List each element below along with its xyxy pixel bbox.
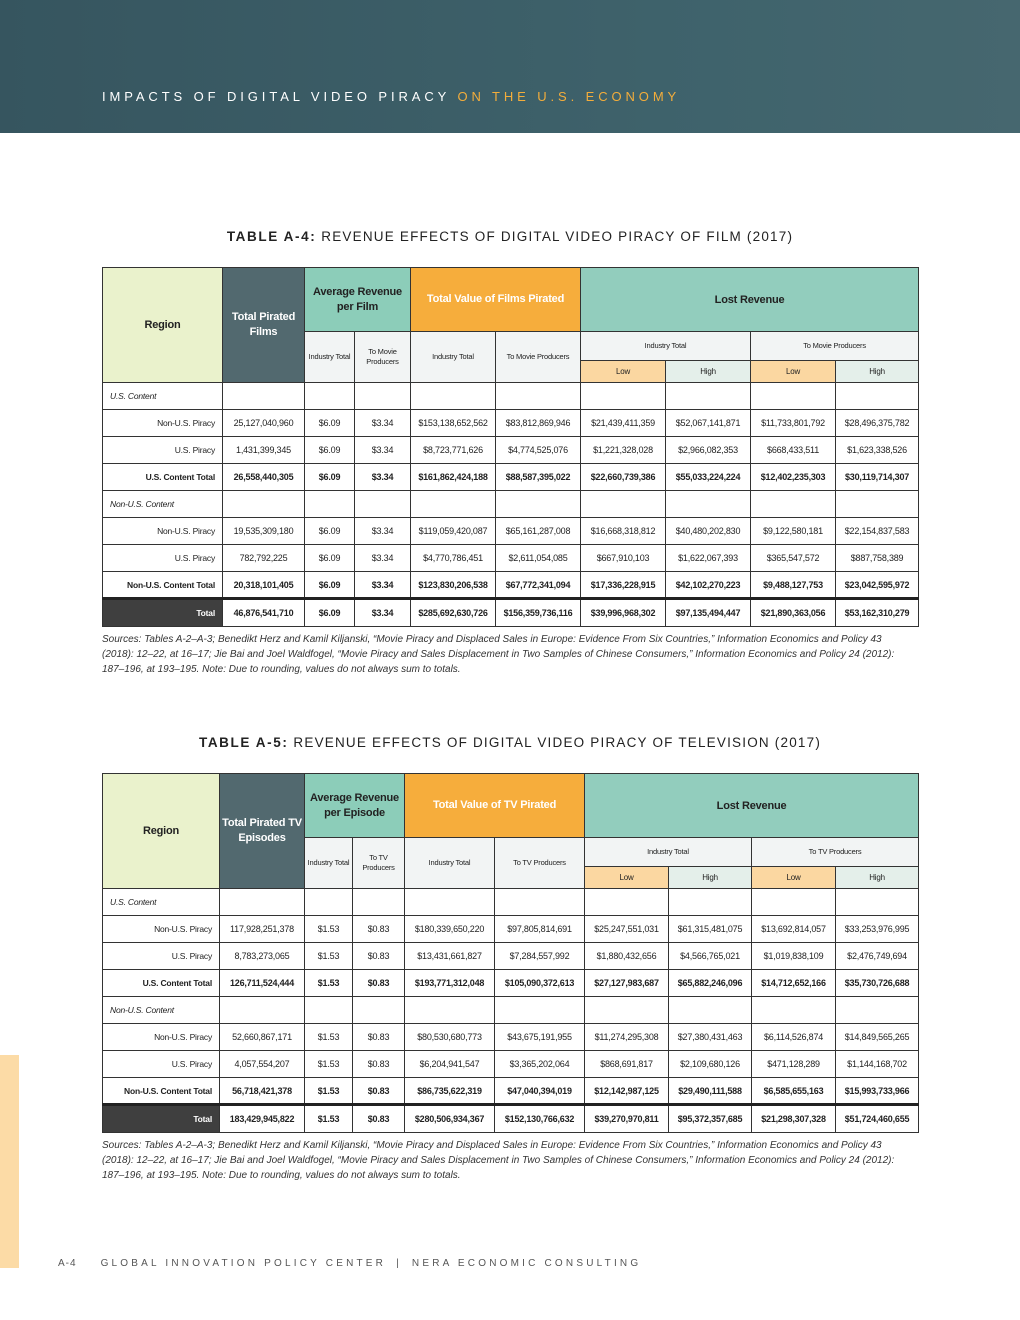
- header-lost-revenue: Lost Revenue: [581, 268, 919, 332]
- row-label: Total: [103, 1105, 220, 1133]
- table-cell: $0.83: [353, 1051, 405, 1078]
- table-cell: $3,365,202,064: [495, 1051, 585, 1078]
- table-cell: $1.53: [305, 916, 353, 943]
- row-label: U.S. Piracy: [103, 1051, 220, 1078]
- header-lost-industry: Industry Total: [581, 332, 751, 361]
- table-cell: $52,067,141,871: [666, 410, 751, 437]
- table-a5-label: TABLE A-5:: [198, 735, 289, 750]
- table-a4-label: TABLE A-4:: [226, 229, 317, 244]
- table-a5-title-text: REVENUE EFFECTS OF DIGITAL VIDEO PIRACY OF TELEVISION (2017): [288, 735, 822, 750]
- header-value-producers: To TV Producers: [495, 838, 585, 889]
- table-cell: $28,496,375,782: [836, 410, 919, 437]
- table-cell: $12,142,987,125: [585, 1078, 669, 1105]
- table-cell: $4,566,765,021: [669, 943, 752, 970]
- table-cell: $13,431,661,827: [405, 943, 495, 970]
- table-cell: $17,336,228,915: [581, 572, 666, 599]
- table-cell: $12,402,235,303: [751, 464, 836, 491]
- table-cell: $61,315,481,075: [669, 916, 752, 943]
- table-cell: 1,431,399,345: [223, 437, 305, 464]
- row-label: Non-U.S. Piracy: [103, 1024, 220, 1051]
- table-row: [103, 518, 919, 545]
- table-cell: $97,805,814,691: [495, 916, 585, 943]
- table-cell: $22,154,837,583: [836, 518, 919, 545]
- table-cell: $43,675,191,955: [495, 1024, 585, 1051]
- table-row: [103, 437, 919, 464]
- section-row: [103, 383, 919, 410]
- table-row-total: [103, 599, 919, 627]
- header-avg-industry: Industry Total: [305, 838, 353, 889]
- header-lost-producers: To Movie Producers: [751, 332, 919, 361]
- table-row-total: [103, 1105, 919, 1133]
- header-total-pirated: Total Pirated TV Episodes: [220, 774, 305, 889]
- table-cell: $13,692,814,057: [752, 916, 836, 943]
- row-label: U.S. Content Total: [103, 464, 223, 491]
- table-cell: $21,439,411,359: [581, 410, 666, 437]
- table-cell: $3.34: [355, 464, 411, 491]
- header-high: High: [666, 361, 751, 383]
- table-cell: $1,880,432,656: [585, 943, 669, 970]
- header-total-value: Total Value of TV Pirated: [405, 774, 585, 838]
- table-cell: $193,771,312,048: [405, 970, 495, 997]
- table-a4-sources: Sources: Tables A-2–A-3; Benedikt Herz and Kamil Kiljanski, “Movie Piracy and Displaced Sales in Europe: Evidence From Six Countries,” Information Economics and Policy 43 (2018): 12–22, at 16–17; Jie Bai and Joel Waldfogel, “Movie Piracy and Sales Displacement in Two Samples of Chinese Consumers,” Information Economics and Policy 24 (2012): 187–196, at 193–195. Note: Due to rounding, values do not always sum to totals.: [102, 634, 895, 675]
- header-avg-producers: To Movie Producers: [355, 332, 411, 383]
- header-average-revenue: Average Revenue per Episode: [305, 774, 405, 838]
- table-cell: $105,090,372,613: [495, 970, 585, 997]
- table-row: [103, 1051, 919, 1078]
- table-cell: $1,144,168,702: [836, 1051, 919, 1078]
- side-accent-bar: [0, 1055, 19, 1268]
- table-a5: [102, 773, 919, 1133]
- table-cell: $21,890,363,056: [751, 599, 836, 627]
- table-cell: $6.09: [305, 572, 355, 599]
- table-cell: $0.83: [353, 943, 405, 970]
- section-us-content: U.S. Content: [103, 383, 223, 410]
- table-cell: $33,253,976,995: [836, 916, 919, 943]
- table-cell: $667,910,103: [581, 545, 666, 572]
- table-cell: $6,204,941,547: [405, 1051, 495, 1078]
- header-banner: [0, 0, 1020, 133]
- section-row: [103, 997, 919, 1024]
- table-cell: $1.53: [305, 1105, 353, 1133]
- table-cell: $14,849,565,265: [836, 1024, 919, 1051]
- table-a4: [102, 267, 919, 627]
- table-cell: $16,668,318,812: [581, 518, 666, 545]
- table-cell: 126,711,524,444: [220, 970, 305, 997]
- table-cell: $23,042,595,972: [836, 572, 919, 599]
- table-cell: $15,993,733,966: [836, 1078, 919, 1105]
- table-cell: $6.09: [305, 410, 355, 437]
- header-low: Low: [751, 361, 836, 383]
- table-cell: 26,558,440,305: [223, 464, 305, 491]
- table-cell: 19,535,309,180: [223, 518, 305, 545]
- table-cell: $365,547,572: [751, 545, 836, 572]
- row-label: Non-U.S. Piracy: [103, 518, 223, 545]
- table-cell: $1.53: [305, 1024, 353, 1051]
- table-cell: 183,429,945,822: [220, 1105, 305, 1133]
- table-row-subtotal: [103, 1078, 919, 1105]
- table-cell: $1,221,328,028: [581, 437, 666, 464]
- table-a4-title-text: REVENUE EFFECTS OF DIGITAL VIDEO PIRACY OF FILM (2017): [316, 229, 794, 244]
- page-number: A-4: [58, 1258, 77, 1269]
- table-row-subtotal: [103, 572, 919, 599]
- row-label: Non-U.S. Content Total: [103, 1078, 220, 1105]
- table-cell: 56,718,421,378: [220, 1078, 305, 1105]
- table-cell: $55,033,224,224: [666, 464, 751, 491]
- table-cell: 20,318,101,405: [223, 572, 305, 599]
- table-cell: $1,019,838,109: [752, 943, 836, 970]
- table-cell: $161,862,424,188: [411, 464, 496, 491]
- table-cell: $6,114,526,874: [752, 1024, 836, 1051]
- row-label: U.S. Piracy: [103, 943, 220, 970]
- table-cell: $123,830,206,538: [411, 572, 496, 599]
- table-cell: $35,730,726,688: [836, 970, 919, 997]
- table-cell: 8,783,273,065: [220, 943, 305, 970]
- table-cell: $280,506,934,367: [405, 1105, 495, 1133]
- header-region: Region: [103, 774, 220, 889]
- table-cell: $0.83: [353, 970, 405, 997]
- table-cell: 25,127,040,960: [223, 410, 305, 437]
- header-region: Region: [103, 268, 223, 383]
- table-a4-title: [0, 229, 1020, 244]
- row-label: Non-U.S. Piracy: [103, 916, 220, 943]
- table-row: [103, 1024, 919, 1051]
- table-a5-sources: Sources: Tables A-2–A-3; Benedikt Herz and Kamil Kiljanski, “Movie Piracy and Displaced Sales in Europe: Evidence From Six Countries,” Information Economics and Policy 43 (2018): 12–22, at 16–17; Jie Bai and Joel Waldfogel, “Movie Piracy and Sales Displacement in Two Samples of Chinese Consumers,” Information Economics and Policy 24 (2012): 187–196, at 193–195. Note: Due to rounding, values do not always sum to totals.: [102, 1140, 895, 1181]
- table-cell: $285,692,630,726: [411, 599, 496, 627]
- table-row: [103, 943, 919, 970]
- table-cell: $39,996,968,302: [581, 599, 666, 627]
- table-cell: $0.83: [353, 1078, 405, 1105]
- table-cell: $152,130,766,632: [495, 1105, 585, 1133]
- table-cell: $1.53: [305, 1078, 353, 1105]
- table-cell: $27,127,983,687: [585, 970, 669, 997]
- table-cell: $6.09: [305, 518, 355, 545]
- table-cell: $22,660,739,386: [581, 464, 666, 491]
- table-cell: $14,712,652,166: [752, 970, 836, 997]
- table-cell: $11,733,801,792: [751, 410, 836, 437]
- table-cell: 117,928,251,378: [220, 916, 305, 943]
- table-cell: $42,102,270,223: [666, 572, 751, 599]
- table-cell: 52,660,867,171: [220, 1024, 305, 1051]
- table-cell: $1,623,338,526: [836, 437, 919, 464]
- table-cell: $153,138,652,562: [411, 410, 496, 437]
- table-a5-title: [0, 735, 1020, 750]
- header-low: Low: [585, 867, 669, 889]
- page-header-title: [102, 89, 680, 104]
- table-cell: $67,772,341,094: [496, 572, 581, 599]
- table-cell: $2,476,749,694: [836, 943, 919, 970]
- header-title-highlight: ON THE U.S. ECONOMY: [457, 89, 681, 104]
- table-cell: $25,247,551,031: [585, 916, 669, 943]
- row-label: U.S. Piracy: [103, 545, 223, 572]
- header-total-value: Total Value of Films Pirated: [411, 268, 581, 332]
- table-cell: $47,040,394,019: [495, 1078, 585, 1105]
- header-lost-producers: To TV Producers: [752, 838, 919, 867]
- table-row: [103, 410, 919, 437]
- table-cell: $1,622,067,393: [666, 545, 751, 572]
- table-cell: $65,161,287,008: [496, 518, 581, 545]
- header-high: High: [836, 867, 919, 889]
- table-cell: $0.83: [353, 1105, 405, 1133]
- table-cell: $27,380,431,463: [669, 1024, 752, 1051]
- header-total-pirated: Total Pirated Films: [223, 268, 305, 383]
- table-cell: $83,812,869,946: [496, 410, 581, 437]
- table-cell: $39,270,970,811: [585, 1105, 669, 1133]
- table-row: [103, 916, 919, 943]
- header-high: High: [836, 361, 919, 383]
- table-cell: $8,723,771,626: [411, 437, 496, 464]
- table-cell: $3.34: [355, 599, 411, 627]
- table-cell: $4,770,786,451: [411, 545, 496, 572]
- section-row: [103, 889, 919, 916]
- footer-left-text: GLOBAL INNOVATION POLICY CENTER: [100, 1258, 387, 1269]
- table-cell: $6.09: [305, 545, 355, 572]
- table-row-subtotal: [103, 970, 919, 997]
- table-cell: $6.09: [305, 599, 355, 627]
- table-cell: $471,128,289: [752, 1051, 836, 1078]
- row-label: Total: [103, 599, 223, 627]
- table-cell: $3.34: [355, 545, 411, 572]
- table-cell: $9,488,127,753: [751, 572, 836, 599]
- row-label: U.S. Content Total: [103, 970, 220, 997]
- table-cell: $40,480,202,830: [666, 518, 751, 545]
- table-cell: $51,724,460,655: [836, 1105, 919, 1133]
- header-value-producers: To Movie Producers: [496, 332, 581, 383]
- table-cell: $1.53: [305, 1051, 353, 1078]
- header-low: Low: [581, 361, 666, 383]
- table-cell: $6.09: [305, 437, 355, 464]
- table-cell: $3.34: [355, 437, 411, 464]
- header-lost-revenue: Lost Revenue: [585, 774, 919, 838]
- footer-right-text: NERA ECONOMIC CONSULTING: [411, 1258, 642, 1269]
- table-cell: $21,298,307,328: [752, 1105, 836, 1133]
- row-label: Non-U.S. Piracy: [103, 410, 223, 437]
- header-average-revenue: Average Revenue per Film: [305, 268, 411, 332]
- table-cell: 4,057,554,207: [220, 1051, 305, 1078]
- table-cell: $6.09: [305, 464, 355, 491]
- table-cell: $53,162,310,279: [836, 599, 919, 627]
- table-cell: $11,274,295,308: [585, 1024, 669, 1051]
- header-high: High: [669, 867, 752, 889]
- table-cell: $80,530,680,773: [405, 1024, 495, 1051]
- table-cell: $668,433,511: [751, 437, 836, 464]
- table-cell: $3.34: [355, 518, 411, 545]
- section-us-content: U.S. Content: [103, 889, 220, 916]
- section-row: [103, 491, 919, 518]
- table-cell: $97,135,494,447: [666, 599, 751, 627]
- table-cell: $6,585,655,163: [752, 1078, 836, 1105]
- table-cell: $2,611,054,085: [496, 545, 581, 572]
- table-row: [103, 545, 919, 572]
- table-cell: $156,359,736,116: [496, 599, 581, 627]
- table-cell: $1.53: [305, 970, 353, 997]
- header-low: Low: [752, 867, 836, 889]
- table-cell: $65,882,246,096: [669, 970, 752, 997]
- table-cell: 782,792,225: [223, 545, 305, 572]
- header-avg-producers: To TV Producers: [353, 838, 405, 889]
- header-title-main: IMPACTS OF DIGITAL VIDEO PIRACY: [102, 89, 458, 104]
- table-cell: $180,339,650,220: [405, 916, 495, 943]
- table-cell: $9,122,580,181: [751, 518, 836, 545]
- header-value-industry: Industry Total: [405, 838, 495, 889]
- table-cell: $868,691,817: [585, 1051, 669, 1078]
- table-row-subtotal: [103, 464, 919, 491]
- row-label: U.S. Piracy: [103, 437, 223, 464]
- header-lost-industry: Industry Total: [585, 838, 752, 867]
- table-cell: $119,059,420,087: [411, 518, 496, 545]
- header-avg-industry: Industry Total: [305, 332, 355, 383]
- table-cell: $2,966,082,353: [666, 437, 751, 464]
- table-cell: $4,774,525,076: [496, 437, 581, 464]
- table-cell: $95,372,357,685: [669, 1105, 752, 1133]
- footer-separator: |: [396, 1258, 402, 1269]
- header-value-industry: Industry Total: [411, 332, 496, 383]
- table-cell: $86,735,622,319: [405, 1078, 495, 1105]
- table-cell: $887,758,389: [836, 545, 919, 572]
- table-cell: $3.34: [355, 410, 411, 437]
- table-cell: $2,109,680,126: [669, 1051, 752, 1078]
- table-cell: $0.83: [353, 916, 405, 943]
- table-cell: $3.34: [355, 572, 411, 599]
- section-non-us-content: Non-U.S. Content: [103, 997, 220, 1024]
- table-cell: $0.83: [353, 1024, 405, 1051]
- table-cell: $30,119,714,307: [836, 464, 919, 491]
- page-footer: [58, 1258, 641, 1269]
- table-cell: $88,587,395,022: [496, 464, 581, 491]
- section-non-us-content: Non-U.S. Content: [103, 491, 223, 518]
- table-cell: $7,284,557,992: [495, 943, 585, 970]
- row-label: Non-U.S. Content Total: [103, 572, 223, 599]
- table-cell: $29,490,111,588: [669, 1078, 752, 1105]
- table-cell: $1.53: [305, 943, 353, 970]
- table-cell: 46,876,541,710: [223, 599, 305, 627]
